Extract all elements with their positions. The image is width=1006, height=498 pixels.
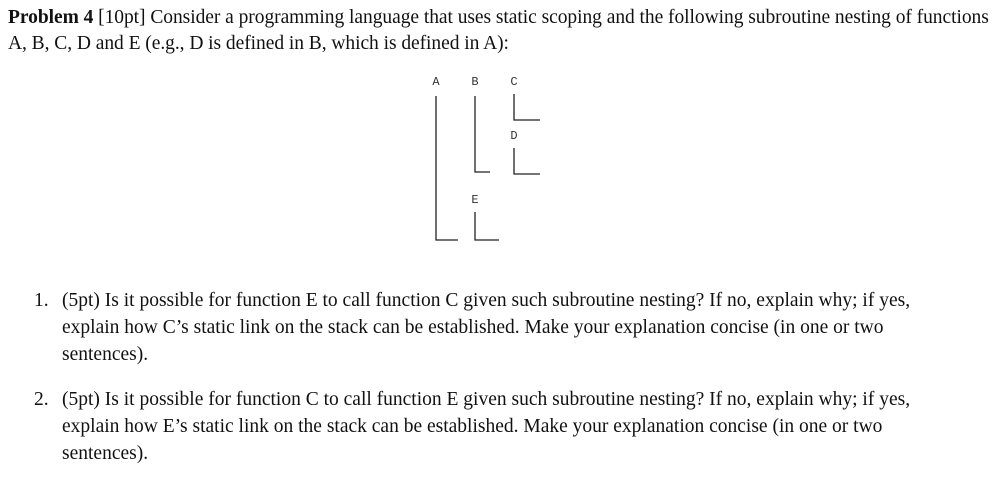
scope-line-d bbox=[514, 148, 540, 174]
problem-title: Problem 4 bbox=[8, 7, 94, 28]
question-number: 2. bbox=[34, 389, 49, 410]
problem-statement bbox=[8, 5, 993, 57]
problem-intro: Consider a programming language that uses static scoping and the following subroutine nesting of functions A, B, C, D and E (e.g., D is defined in B, which is defined in A): bbox=[8, 7, 989, 54]
scope-line-a bbox=[436, 96, 458, 240]
question-text: (5pt) Is it possible for function C to call function E given such subroutine nesting? If no, explain why; if yes, explain how E’s static link on the stack can be established. Make your explanation concise (in one or two sentences). bbox=[62, 389, 911, 464]
problem-points: [10pt] bbox=[98, 7, 146, 28]
question-2 bbox=[32, 386, 972, 467]
question-text: (5pt) Is it possible for function E to call function C given such subroutine nesting? If no, explain why; if yes, explain how C’s static link on the stack can be established. Make your explanation concise (in one or two sentences). bbox=[62, 290, 911, 365]
question-list bbox=[32, 287, 972, 485]
scope-line-b bbox=[475, 96, 490, 172]
nesting-diagram bbox=[420, 70, 560, 250]
scope-line-c bbox=[514, 94, 540, 120]
diagram-label-a: A bbox=[432, 75, 440, 89]
diagram-label-c: C bbox=[510, 75, 518, 89]
question-1 bbox=[32, 287, 972, 368]
question-number: 1. bbox=[34, 290, 49, 311]
scope-line-e bbox=[475, 212, 499, 240]
diagram-label-d: D bbox=[510, 129, 518, 143]
diagram-label-b: B bbox=[471, 75, 479, 89]
diagram-label-e: E bbox=[471, 193, 479, 207]
